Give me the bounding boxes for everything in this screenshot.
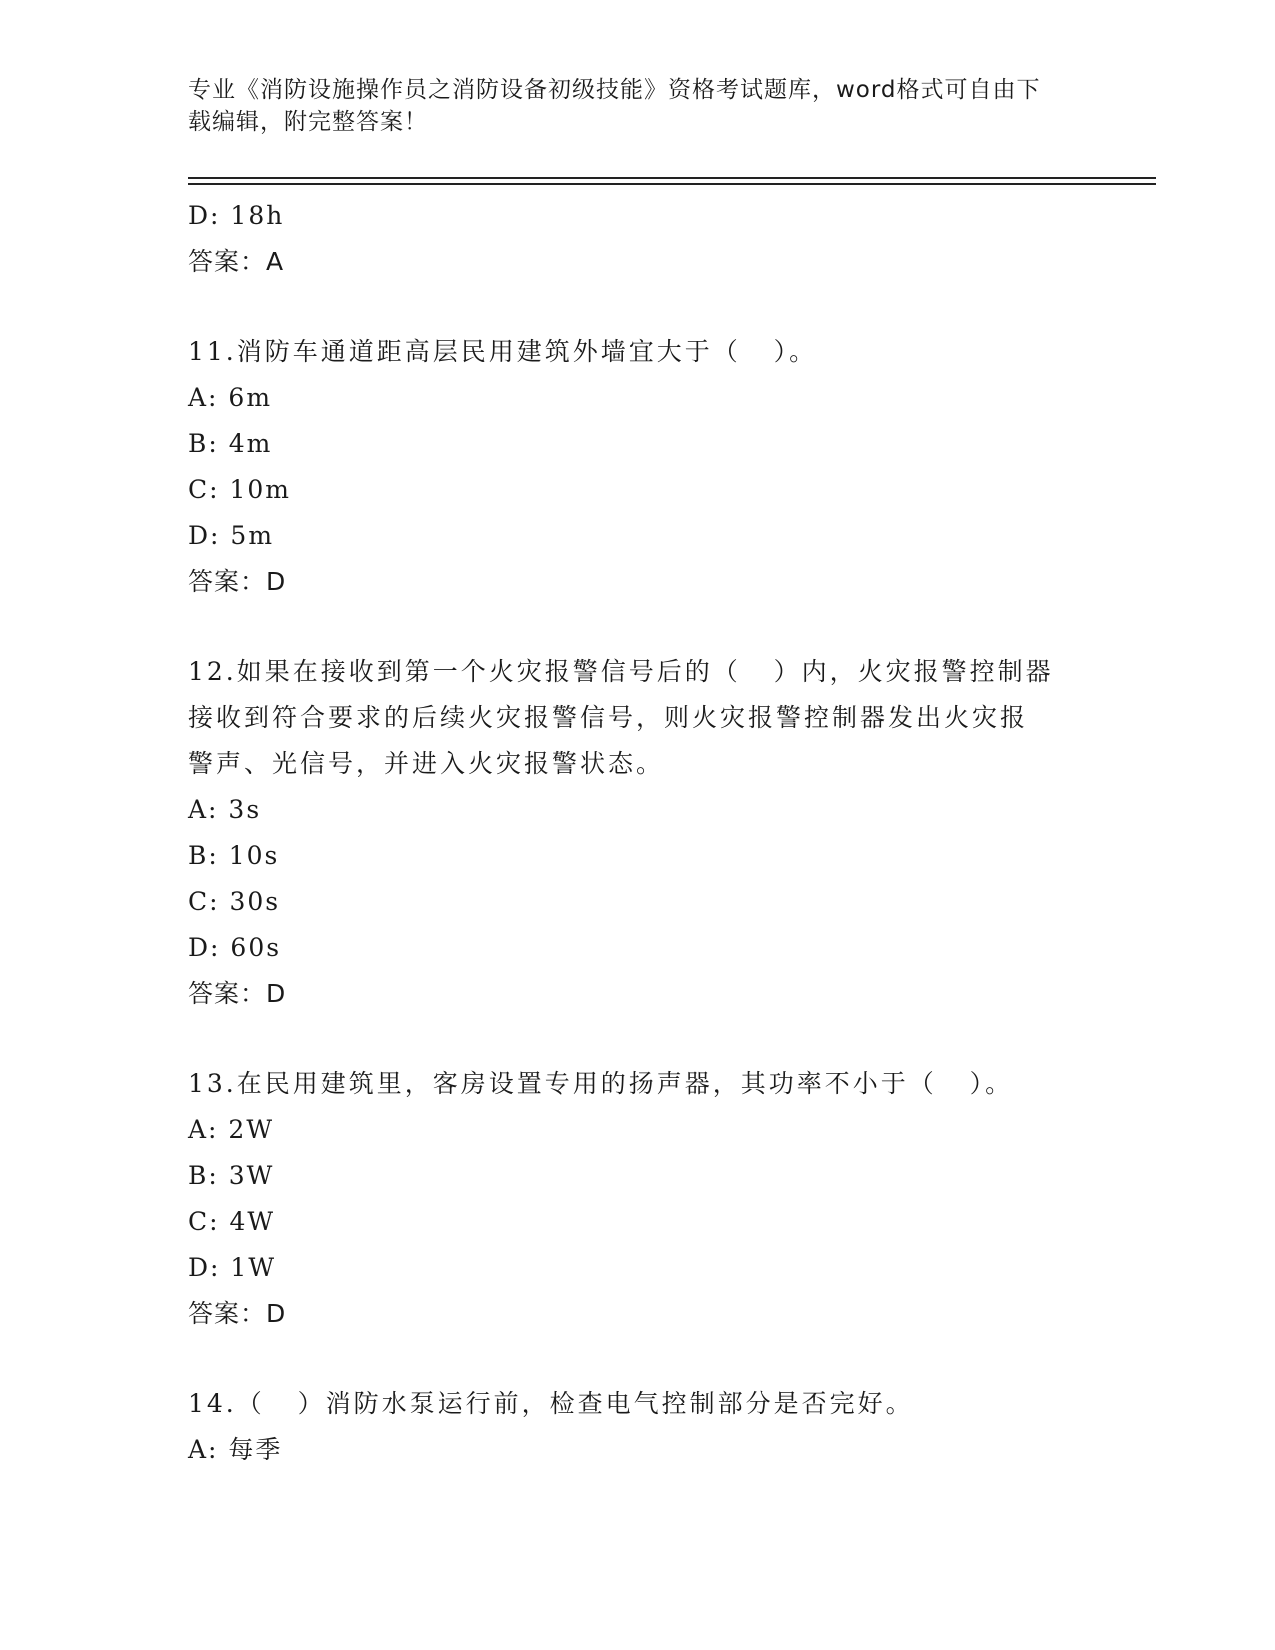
- option-b: B: 4m: [188, 429, 273, 458]
- question-content: [188, 193, 1088, 1473]
- question-text: 接收到符合要求的后续火灾报警信号，则火灾报警控制器发出火灾报: [188, 703, 1029, 732]
- option-a: A: 2W: [188, 1115, 275, 1144]
- spacer: [188, 1337, 1088, 1381]
- header-line-1: 专业《消防设施操作员之消防设备初级技能》资格考试题库，word格式可自由下: [188, 77, 1041, 103]
- answer-line: 答案：A: [188, 247, 285, 276]
- answer-line: 答案：D: [188, 1299, 287, 1328]
- question-11: [188, 329, 1088, 605]
- option-d: D: 5m: [188, 521, 275, 550]
- question-text: 14.（ ）消防水泵运行前，检查电气控制部分是否完好。: [188, 1389, 914, 1418]
- spacer: [188, 605, 1088, 649]
- spacer: [188, 285, 1088, 329]
- answer-line: 答案：D: [188, 567, 287, 596]
- document-header: [188, 74, 1068, 138]
- question-text: 警声、光信号，并进入火灾报警状态。: [188, 749, 665, 778]
- question-text: 13.在民用建筑里，客房设置专用的扬声器，其功率不小于（ ）。: [188, 1069, 1014, 1098]
- option-a: A: 6m: [188, 383, 273, 412]
- question-13: [188, 1061, 1088, 1337]
- question-14: [188, 1381, 1088, 1473]
- question-text: 11.消防车通道距高层民用建筑外墙宜大于（ ）。: [188, 337, 818, 366]
- header-line-2: 载编辑，附完整答案！: [188, 109, 428, 135]
- option-b: B: 3W: [188, 1161, 275, 1190]
- question-text: 12.如果在接收到第一个火灾报警信号后的（ ）内，火灾报警控制器: [188, 657, 1054, 686]
- header-divider-bottom: [188, 183, 1156, 185]
- question-12: [188, 649, 1088, 1017]
- option-a: A: 3s: [188, 795, 262, 824]
- option-c: C: 4W: [188, 1207, 276, 1236]
- option-d: D: 60s: [188, 933, 282, 962]
- option-b: B: 10s: [188, 841, 280, 870]
- option-d: D: 18h: [188, 201, 285, 230]
- option-a: A: 每季: [188, 1435, 283, 1464]
- option-c: C: 30s: [188, 887, 281, 916]
- option-d: D: 1W: [188, 1253, 277, 1282]
- spacer: [188, 1017, 1088, 1061]
- header-divider-top: [188, 177, 1156, 179]
- answer-line: 答案：D: [188, 979, 287, 1008]
- option-c: C: 10m: [188, 475, 292, 504]
